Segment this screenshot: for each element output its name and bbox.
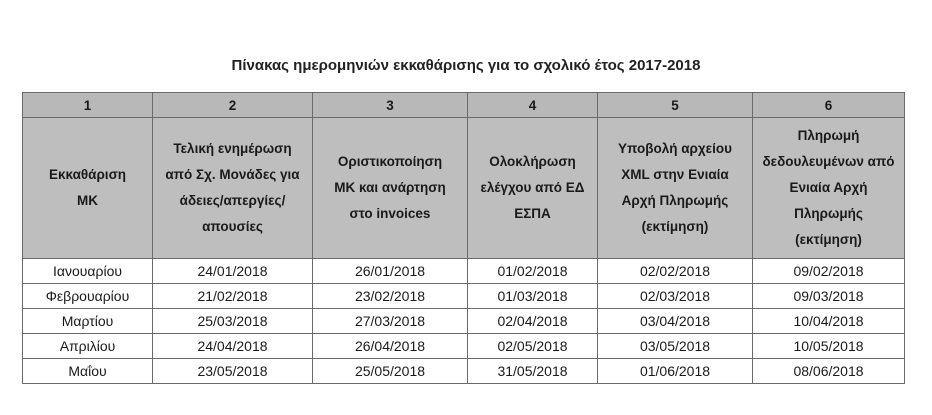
table-row — [23, 284, 905, 309]
table-cell: 03/04/2018 — [598, 309, 753, 334]
table-cell: 10/05/2018 — [753, 334, 905, 359]
column-header: Ολοκλήρωση ελέγχου από ΕΔ ΕΣΠΑ — [468, 118, 598, 259]
table-cell: 21/02/2018 — [153, 284, 313, 309]
column-number: 4 — [468, 93, 598, 118]
table-cell: 27/03/2018 — [313, 309, 468, 334]
column-number: 2 — [153, 93, 313, 118]
table-cell: 31/05/2018 — [468, 359, 598, 384]
column-number: 5 — [598, 93, 753, 118]
table-row — [23, 309, 905, 334]
table-cell: 23/05/2018 — [153, 359, 313, 384]
table-row — [23, 359, 905, 384]
table-cell: 09/03/2018 — [753, 284, 905, 309]
table-cell: 25/05/2018 — [313, 359, 468, 384]
settlement-dates-table — [22, 92, 905, 384]
column-number: 6 — [753, 93, 905, 118]
table-cell: Μαΐου — [23, 359, 153, 384]
table-cell: 01/06/2018 — [598, 359, 753, 384]
table-cell: 26/04/2018 — [313, 334, 468, 359]
column-header: Υποβολή αρχείου XML στην Ενιαία Αρχή Πληρωμής (εκτίμηση) — [598, 118, 753, 259]
column-number-row — [23, 93, 905, 118]
table-cell: 02/04/2018 — [468, 309, 598, 334]
table-cell: 03/05/2018 — [598, 334, 753, 359]
table-cell: 24/01/2018 — [153, 259, 313, 284]
table-cell: Φεβρουαρίου — [23, 284, 153, 309]
table-cell: 09/02/2018 — [753, 259, 905, 284]
table-cell: 23/02/2018 — [313, 284, 468, 309]
table-cell: 24/04/2018 — [153, 334, 313, 359]
table-row — [23, 334, 905, 359]
column-header: Πληρωμή δεδουλευμένων από Ενιαία Αρχή Πληρωμής (εκτίμηση) — [753, 118, 905, 259]
table-cell: 02/05/2018 — [468, 334, 598, 359]
column-header: Εκκαθάριση ΜΚ — [23, 118, 153, 259]
table-cell: 08/06/2018 — [753, 359, 905, 384]
table-cell: 10/04/2018 — [753, 309, 905, 334]
table-cell: Απριλίου — [23, 334, 153, 359]
column-number: 3 — [313, 93, 468, 118]
table-cell: Ιανουαρίου — [23, 259, 153, 284]
table-cell: 01/03/2018 — [468, 284, 598, 309]
column-header: Τελική ενημέρωση από Σχ. Μονάδες για άδειες/απεργίες/ απουσίες — [153, 118, 313, 259]
column-number: 1 — [23, 93, 153, 118]
table-cell: Μαρτίου — [23, 309, 153, 334]
table-row — [23, 259, 905, 284]
document-title: Πίνακας ημερομηνιών εκκαθάρισης για το σχολικό έτος 2017-2018 — [231, 57, 701, 74]
table-cell: 02/02/2018 — [598, 259, 753, 284]
table-cell: 25/03/2018 — [153, 309, 313, 334]
column-header: Οριστικοποίηση ΜΚ και ανάρτηση στο invoices — [313, 118, 468, 259]
table-cell: 26/01/2018 — [313, 259, 468, 284]
table-cell: 02/03/2018 — [598, 284, 753, 309]
table-cell: 01/02/2018 — [468, 259, 598, 284]
column-header-row — [23, 118, 905, 259]
